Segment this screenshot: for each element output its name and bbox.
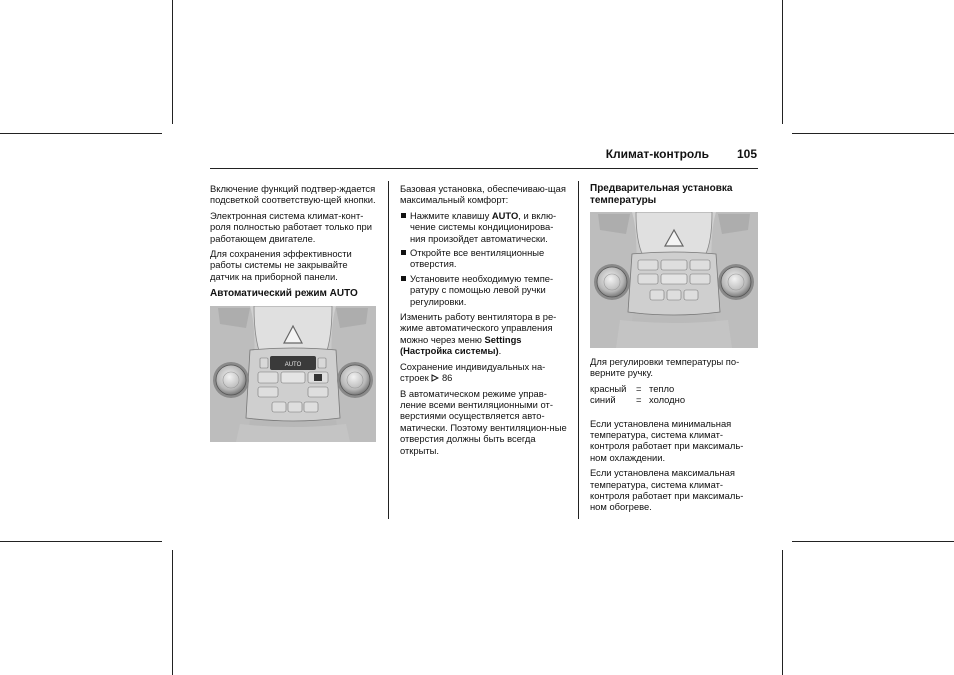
paragraph: Если установлена минимальная температура, система климат-контроля работает при максималь-ном охлаждении. — [590, 417, 744, 463]
color-legend — [590, 383, 758, 406]
auto-button-label: AUTO — [284, 362, 302, 369]
crop-mark — [172, 550, 173, 675]
column-1 — [210, 183, 378, 442]
instruction-list — [400, 210, 568, 307]
crop-mark — [782, 0, 783, 124]
paragraph: В автоматическом режиме управ-ление всеми вентиляционными от-верстиями осуществляется авто-матически. Поэтому вентиляцион-ные отверстия должны быть всегда открыты. — [400, 387, 567, 456]
page-reference-icon — [431, 374, 439, 382]
crop-mark — [0, 541, 162, 542]
legend-row: синий = холодно — [590, 394, 686, 406]
paragraph: Если установлена максимальная температура, система климат-контроля работает при максималь-ном обогреве. — [590, 467, 744, 513]
climate-panel-temperature-figure — [590, 212, 758, 348]
paragraph: Для регулировки температуры по-верните ручку. — [590, 356, 740, 379]
list-item: Откройте все вентиляционные отверстия. — [400, 247, 568, 270]
auto-key-label: AUTO — [491, 209, 519, 221]
bullet-icon — [401, 276, 406, 281]
paragraph: Сохранение индивидуальных на-строек 86 — [400, 360, 546, 384]
crop-mark — [792, 541, 954, 542]
crop-mark — [0, 133, 162, 134]
column-3 — [590, 183, 758, 517]
running-head — [606, 147, 757, 161]
legend-row: красный = тепло — [590, 382, 675, 394]
crop-mark — [782, 550, 783, 675]
paragraph: Электронная система климат-конт-роля полностью работает только при работающем двигателе. — [210, 209, 372, 244]
list-item: Нажмите клавишу AUTO, и вклю-чение системы кондиционирова-ния произойдет автоматически. — [400, 210, 568, 244]
column-separator — [388, 181, 389, 519]
paragraph: Включение функций подтвер-ждается подсветкой соответствую-щей кнопки. — [210, 183, 376, 206]
settings-menu-label: Settings (Настройка системы) — [400, 333, 522, 357]
crop-mark — [792, 133, 954, 134]
climate-panel-auto-figure — [210, 306, 376, 442]
crop-mark — [172, 0, 173, 124]
section-title: Климат-контроль — [605, 147, 709, 161]
paragraph: Изменить работу вентилятора в ре-жиме автоматического управления можно через меню Settings (Настройка системы). — [400, 311, 557, 357]
bullet-icon — [401, 213, 406, 218]
section-heading: Автоматический режим AUTO — [210, 288, 358, 300]
page-number: 105 — [736, 147, 757, 161]
section-heading: Предварительная установка температуры — [590, 183, 733, 206]
paragraph: Для сохранения эффективности работы системы не закрывайте датчик на приборной панели. — [210, 248, 352, 282]
bullet-icon — [401, 250, 406, 255]
page-reference[interactable]: 86 — [441, 372, 453, 384]
list-item: Установите необходимую темпе-ратуру с помощью левой ручки регулировки. — [400, 273, 568, 307]
paragraph: Базовая установка, обеспечиваю-щая максимальный комфорт: — [400, 183, 566, 206]
column-2 — [400, 183, 568, 460]
column-separator — [578, 181, 579, 519]
header-rule — [210, 168, 758, 169]
